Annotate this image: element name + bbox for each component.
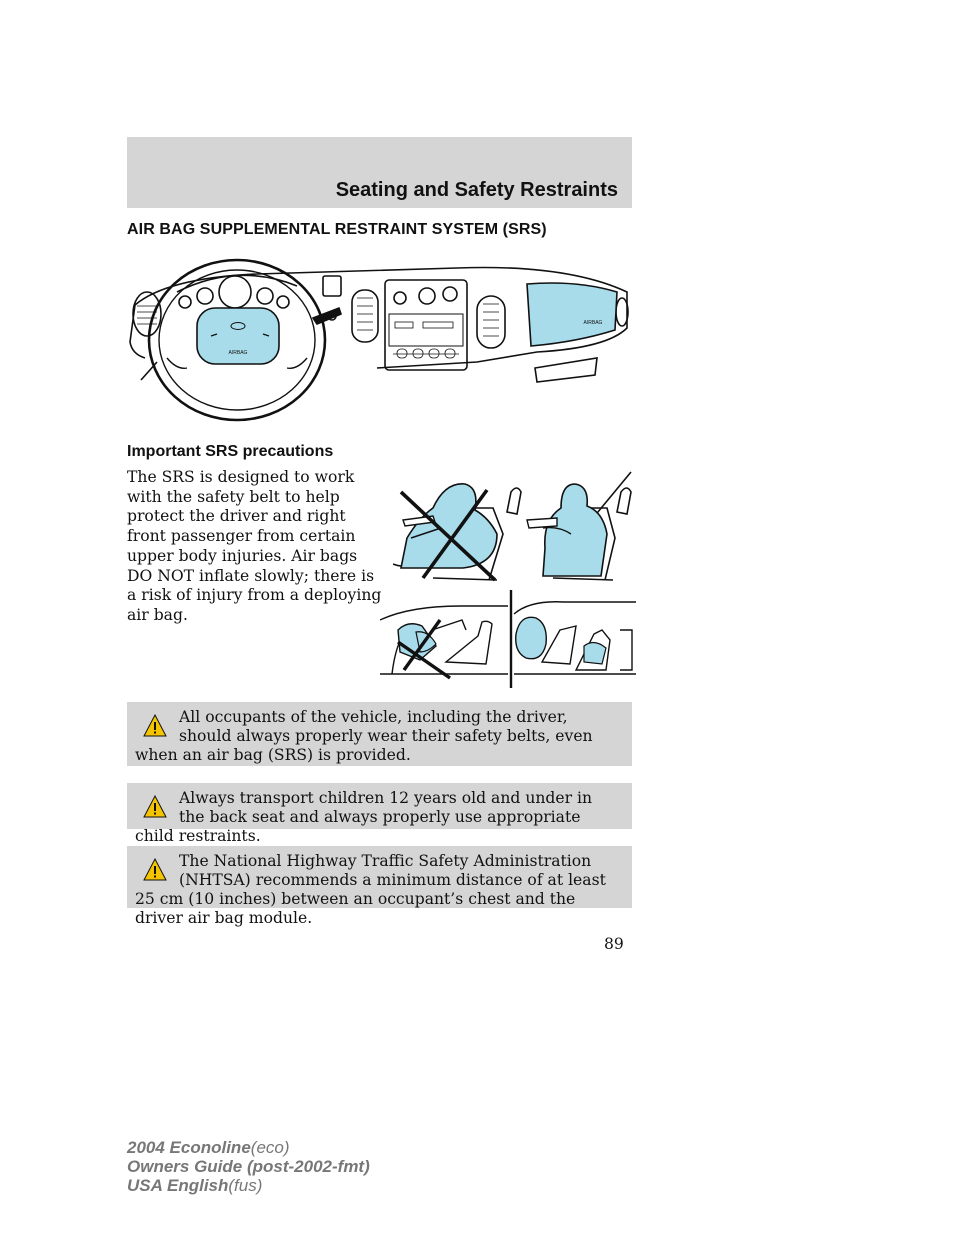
warning-text-1: All occupants of the vehicle, including the driver, should always properly wear their safety belts, even when an air bag (SRS) is provided. <box>135 708 593 764</box>
footer-line3-bold: USA English <box>127 1176 229 1196</box>
warning-triangle-icon <box>143 858 167 882</box>
footer-line1-code: (eco) <box>250 1138 290 1157</box>
subheading: Important SRS precautions <box>127 443 334 460</box>
warning-text-3: The National Highway Traffic Safety Administration (NHTSA) recommends a minimum distance of at least 25 cm (10 inches) between an occupant’s chest and the driver air bag module. <box>135 852 606 927</box>
wheel-airbag-label: AIRBAG <box>228 350 248 356</box>
warning-triangle-icon <box>143 714 167 738</box>
page-number: 89 <box>604 935 624 953</box>
footer-line1-bold: 2004 Econoline <box>127 1138 251 1157</box>
dash-airbag-label: AIRBAG <box>583 320 603 326</box>
warning-box-1 <box>127 702 632 766</box>
section-heading: AIR BAG SUPPLEMENTAL RESTRAINT SYSTEM (SRS) <box>127 221 547 238</box>
warning-box-2 <box>127 783 632 845</box>
warning-box-3 <box>127 846 632 927</box>
intro-paragraph: The SRS is designed to work with the safety belt to help protect the driver and right front passenger from certain upper body injuries. Air bags DO NOT inflate slowly; there is a risk of injury from a deploying air bag. <box>127 468 382 624</box>
child-seat-illustration <box>380 590 636 688</box>
header-band <box>127 137 632 208</box>
dashboard-airbag-illustration <box>127 250 632 430</box>
footer <box>127 1138 370 1196</box>
warning-text-2: Always transport children 12 years old and under in the back seat and always properly use appropriate child restraints. <box>135 789 593 845</box>
footer-line3-code: (fus) <box>228 1176 263 1196</box>
chapter-title: Seating and Safety Restraints <box>335 179 618 201</box>
footer-line2-bold: Owners Guide (post-2002-fmt) <box>127 1157 370 1177</box>
occupant-posture-illustration <box>393 468 641 586</box>
warning-triangle-icon <box>143 795 167 819</box>
